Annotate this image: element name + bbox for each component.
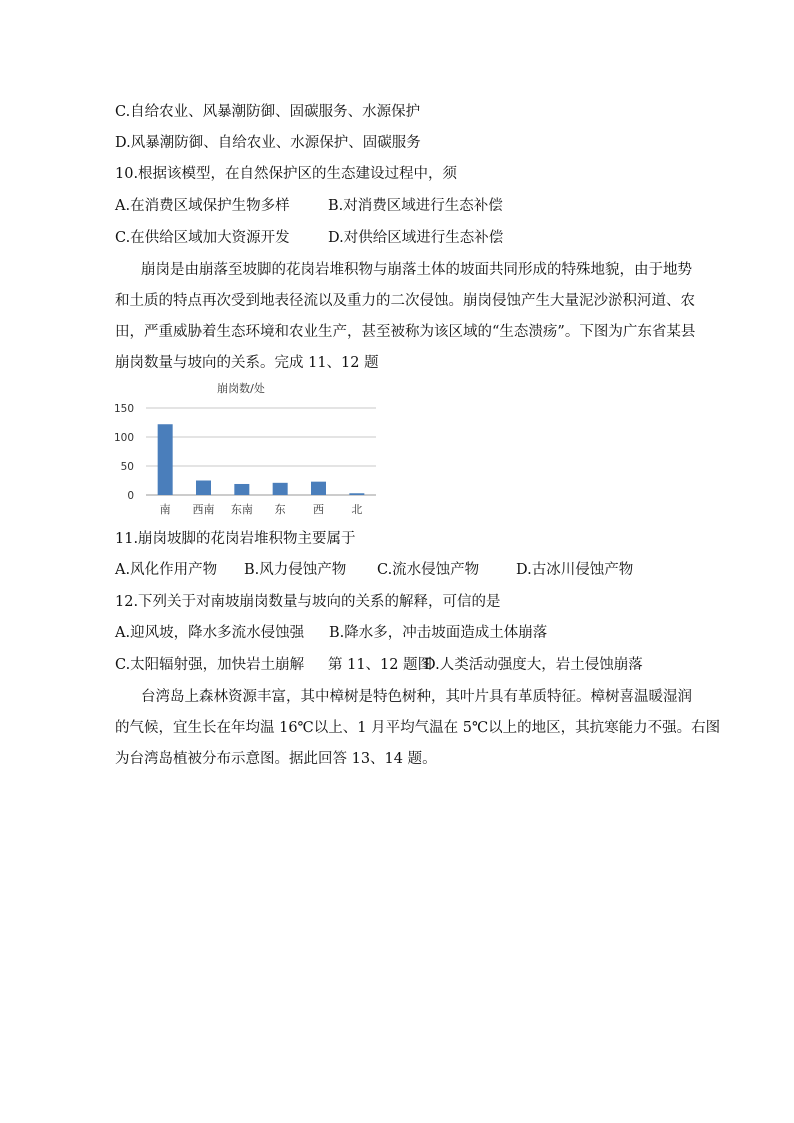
bar-1 [196, 481, 211, 496]
paragraph2-line-1: 台湾岛上森林资源丰富，其中樟树是特色树种，其叶片具有革质特征。樟树喜温暖湿润 [141, 689, 692, 705]
option-12a: A.迎风坡，降水多流水侵蚀强 [115, 625, 305, 641]
paragraph-line-3: 田，严重威胁着生态环境和农业生产，甚至被称为该区域的“生态溃疡”。下图为广东省某县 [115, 324, 696, 340]
y-tick-label-150: 150 [114, 403, 134, 415]
option-12c: C.太阳辐射强，加快岩土崩解 [115, 657, 305, 673]
x-tick-label-1: 西南 [192, 503, 215, 516]
chart-title: 崩岗数/处 [217, 382, 265, 395]
bar-2 [234, 484, 249, 495]
x-tick-label-5: 北 [351, 503, 363, 516]
option-10b: B.对消费区域进行生态补偿 [328, 198, 503, 214]
bar-3 [273, 483, 288, 495]
x-tick-label-2: 东南 [230, 503, 253, 516]
question-11: 11.崩岗坡脚的花岗岩堆积物主要属于 [115, 531, 356, 547]
option-11a: A.风化作用产物 [115, 562, 218, 578]
x-tick-label-3: 东 [274, 503, 286, 516]
paragraph2-line-3: 为台湾岛植被分布示意图。据此回答 13、14 题。 [115, 751, 437, 767]
figure-caption: 第 11、12 题图 [328, 657, 433, 673]
paragraph-line-2: 和土质的特点再次受到地表径流以及重力的二次侵蚀。崩岗侵蚀产生大量泥沙淤积河道、农 [115, 293, 695, 309]
option-10d: D.对供给区域进行生态补偿 [328, 230, 504, 246]
bar-4 [311, 482, 326, 495]
option-12b: B.降水多，冲击坡面造成土体崩落 [329, 625, 548, 641]
option-10a: A.在消费区域保护生物多样 [115, 198, 290, 214]
x-tick-label-4: 西 [313, 503, 324, 516]
option-11d: D.古冰川侵蚀产物 [516, 562, 634, 578]
option-12d: D.人类活动强度大，岩土侵蚀崩落 [424, 657, 643, 673]
bar-chart [114, 378, 384, 523]
bar-0 [158, 424, 173, 495]
y-tick-label-50: 50 [120, 461, 134, 473]
x-tick-label-0: 南 [159, 503, 171, 516]
y-tick-label-100: 100 [114, 432, 134, 444]
option-11b: B.风力侵蚀产物 [244, 562, 347, 578]
option-10c: C.在供给区域加大资源开发 [115, 230, 290, 246]
paragraph-line-1: 崩岗是由崩落至坡脚的花岗岩堆积物与崩落土体的坡面共同形成的特殊地貌，由于地势 [141, 262, 692, 278]
y-tick-label-0: 0 [127, 490, 134, 502]
option-9c: C.自给农业、风暴潮防御、固碳服务、水源保护 [115, 104, 421, 120]
bar-5 [349, 493, 364, 495]
question-12: 12.下列关于对南坡崩岗数量与坡向的关系的解释，可信的是 [115, 594, 501, 610]
option-9d: D.风暴潮防御、自给农业、水源保护、固碳服务 [115, 135, 421, 151]
option-11c: C.流水侵蚀产物 [377, 562, 480, 578]
paragraph2-line-2: 的气候，宜生长在年均温 16℃以上、1 月平均气温在 5℃以上的地区，其抗寒能力不强。右图 [115, 720, 721, 736]
paragraph-line-4: 崩岗数量与坡向的关系。完成 11、12 题 [115, 355, 379, 371]
question-10: 10.根据该模型，在自然保护区的生态建设过程中，须 [115, 166, 458, 182]
